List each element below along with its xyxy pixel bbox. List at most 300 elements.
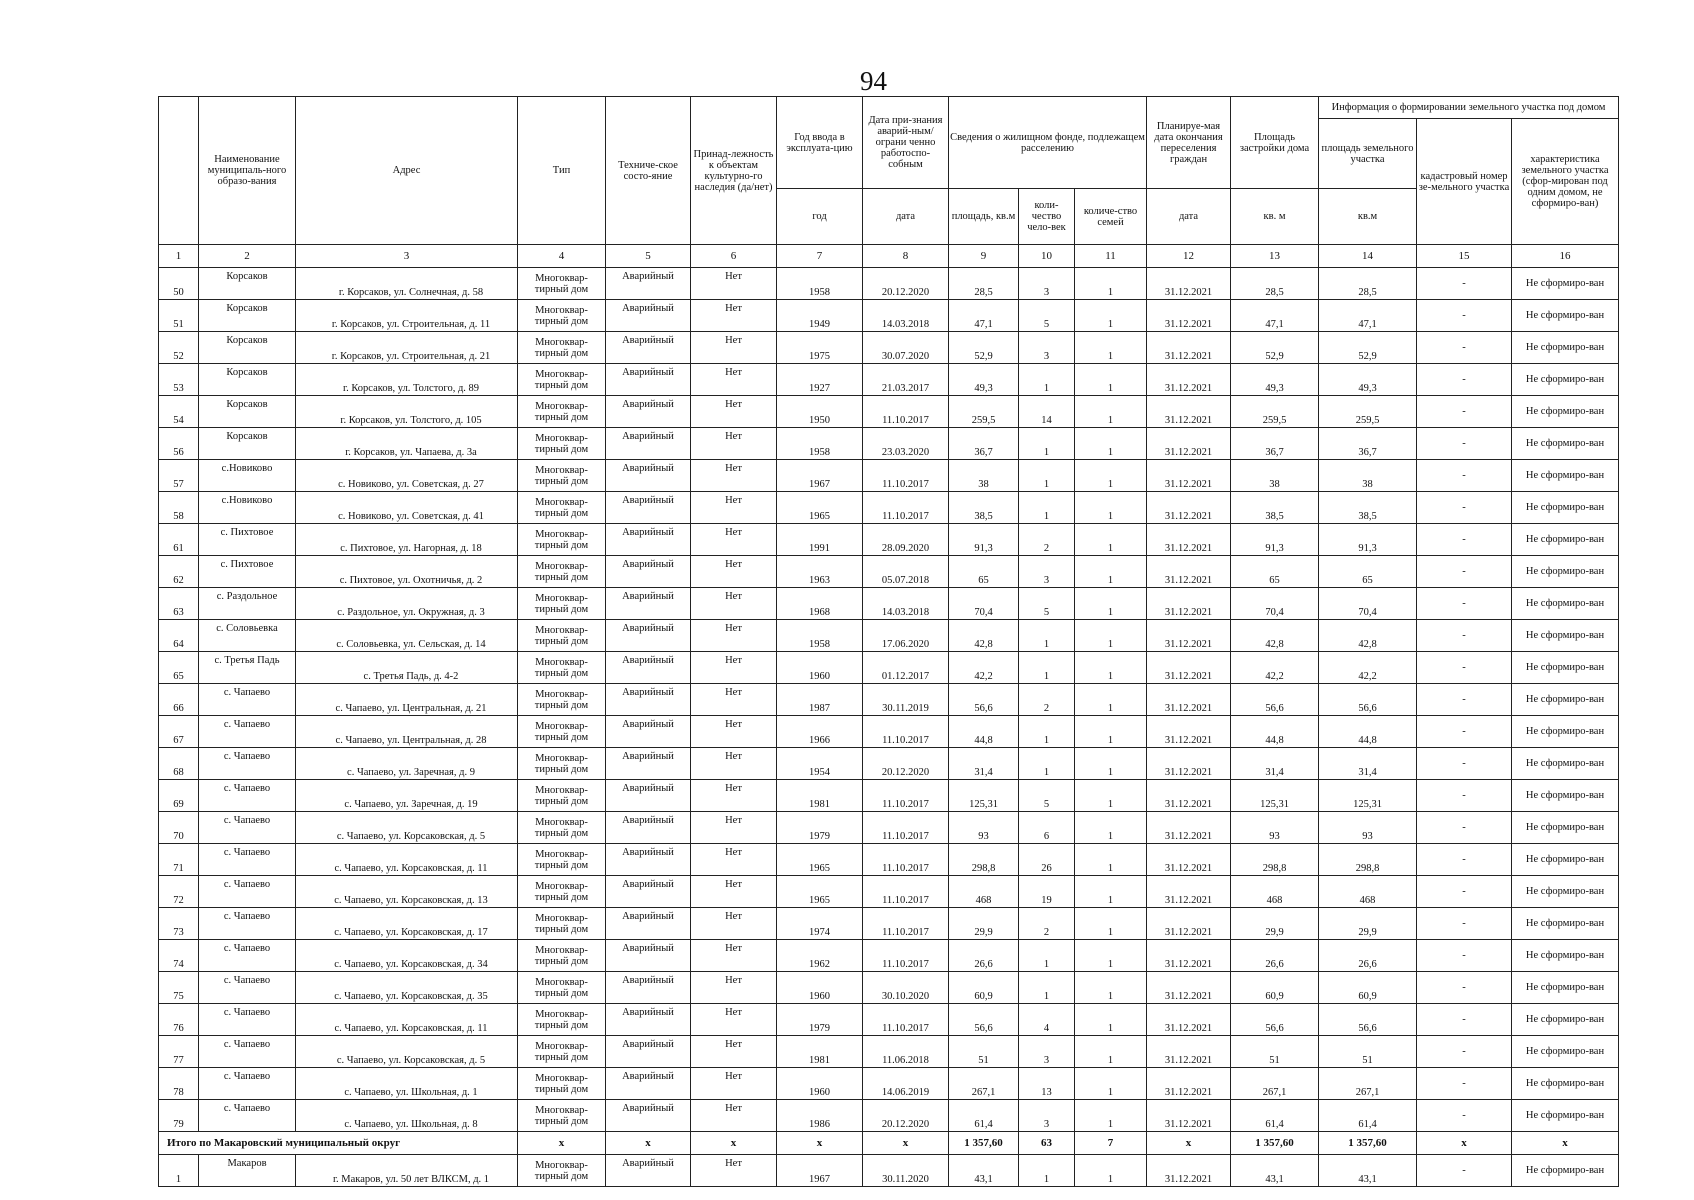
land-area-cell: 56,6 (1319, 1004, 1417, 1036)
address-cell: с. Чапаево, ул. Корсаковская, д. 5 (296, 1036, 518, 1068)
address-cell: с. Чапаево, ул. Корсаковская, д. 5 (296, 812, 518, 844)
area-cell: 36,7 (949, 428, 1019, 460)
year-cell: 1962 (777, 940, 863, 972)
build-area-cell: 56,6 (1231, 684, 1319, 716)
people-cell: 1 (1019, 1155, 1075, 1187)
type-cell: Многоквар-тирный дом (518, 620, 606, 652)
table-row (159, 300, 1619, 332)
type-cell: Многоквар-тирный дом (518, 1068, 606, 1100)
cadastral-cell: - (1417, 524, 1512, 556)
date-cell: 11.10.2017 (863, 460, 949, 492)
header-year-sub: год (777, 189, 863, 245)
municipality-cell: с. Чапаево (199, 1068, 296, 1100)
type-cell: Многоквар-тирный дом (518, 780, 606, 812)
column-number: 7 (777, 245, 863, 268)
people-cell: 13 (1019, 1068, 1075, 1100)
row-number: 56 (159, 428, 199, 460)
land-char-cell: Не сформиро-ван (1512, 524, 1619, 556)
heritage-cell: Нет (691, 1155, 777, 1187)
column-number: 10 (1019, 245, 1075, 268)
address-cell: г. Корсаков, ул. Толстого, д. 89 (296, 364, 518, 396)
heritage-cell: Нет (691, 556, 777, 588)
municipality-cell: с. Чапаево (199, 812, 296, 844)
build-area-cell: 298,8 (1231, 844, 1319, 876)
header-land-group: Информация о формировании земельного участка под домом (1319, 97, 1619, 119)
people-cell: 3 (1019, 1100, 1075, 1132)
land-area-cell: 267,1 (1319, 1068, 1417, 1100)
date-cell: 28.09.2020 (863, 524, 949, 556)
area-cell: 28,5 (949, 268, 1019, 300)
table-row (159, 844, 1619, 876)
land-area-cell: 42,2 (1319, 652, 1417, 684)
state-cell: Аварийный (606, 396, 691, 428)
planned-date-cell: 31.12.2021 (1147, 780, 1231, 812)
land-area-cell: 38,5 (1319, 492, 1417, 524)
table-row (159, 780, 1619, 812)
row-number: 77 (159, 1036, 199, 1068)
state-cell: Аварийный (606, 684, 691, 716)
heritage-cell: Нет (691, 908, 777, 940)
header-type: Тип (518, 97, 606, 245)
land-char-cell: Не сформиро-ван (1512, 812, 1619, 844)
row-number: 78 (159, 1068, 199, 1100)
heritage-cell: Нет (691, 876, 777, 908)
people-cell: 4 (1019, 1004, 1075, 1036)
area-cell: 259,5 (949, 396, 1019, 428)
municipality-cell: с.Новиково (199, 492, 296, 524)
column-number-row (159, 245, 1619, 268)
cadastral-cell: - (1417, 780, 1512, 812)
date-cell: 23.03.2020 (863, 428, 949, 460)
planned-date-cell: 31.12.2021 (1147, 588, 1231, 620)
table-row (159, 716, 1619, 748)
state-cell: Аварийный (606, 300, 691, 332)
people-cell: 14 (1019, 396, 1075, 428)
total-land-area: 1 357,60 (1319, 1132, 1417, 1155)
total-families: 7 (1075, 1132, 1147, 1155)
date-cell: 11.10.2017 (863, 396, 949, 428)
date-cell: 11.10.2017 (863, 780, 949, 812)
people-cell: 1 (1019, 364, 1075, 396)
land-char-cell: Не сформиро-ван (1512, 492, 1619, 524)
state-cell: Аварийный (606, 1100, 691, 1132)
table-row (159, 364, 1619, 396)
address-cell: с. Чапаево, ул. Корсаковская, д. 34 (296, 940, 518, 972)
land-char-cell: Не сформиро-ван (1512, 268, 1619, 300)
land-area-cell: 468 (1319, 876, 1417, 908)
families-cell: 1 (1075, 780, 1147, 812)
address-cell: с. Раздольное, ул. Окружная, д. 3 (296, 588, 518, 620)
year-cell: 1954 (777, 748, 863, 780)
land-char-cell: Не сформиро-ван (1512, 908, 1619, 940)
land-area-cell: 91,3 (1319, 524, 1417, 556)
build-area-cell: 52,9 (1231, 332, 1319, 364)
people-cell: 1 (1019, 940, 1075, 972)
date-cell: 11.10.2017 (863, 1004, 949, 1036)
column-number: 8 (863, 245, 949, 268)
header-tech-state: Техниче-ское состо-яние (606, 97, 691, 245)
municipality-cell: с. Третья Падь (199, 652, 296, 684)
column-number: 6 (691, 245, 777, 268)
state-cell: Аварийный (606, 1004, 691, 1036)
land-area-cell: 28,5 (1319, 268, 1417, 300)
land-area-cell: 125,31 (1319, 780, 1417, 812)
year-cell: 1981 (777, 780, 863, 812)
state-cell: Аварийный (606, 972, 691, 1004)
total-x: x (1147, 1132, 1231, 1155)
table-row (159, 492, 1619, 524)
land-char-cell: Не сформиро-ван (1512, 428, 1619, 460)
land-area-cell: 61,4 (1319, 1100, 1417, 1132)
heritage-cell: Нет (691, 300, 777, 332)
row-number: 51 (159, 300, 199, 332)
cadastral-cell: - (1417, 1068, 1512, 1100)
row-number: 70 (159, 812, 199, 844)
address-cell: с. Новиково, ул. Советская, д. 41 (296, 492, 518, 524)
planned-date-cell: 31.12.2021 (1147, 940, 1231, 972)
build-area-cell: 125,31 (1231, 780, 1319, 812)
build-area-cell: 38 (1231, 460, 1319, 492)
people-cell: 26 (1019, 844, 1075, 876)
families-cell: 1 (1075, 364, 1147, 396)
column-number: 12 (1147, 245, 1231, 268)
header-land-char: характеристика земельного участка (сфор-мирован под одним домом, не сформиро-ван) (1512, 119, 1619, 245)
year-cell: 1965 (777, 844, 863, 876)
land-area-cell: 259,5 (1319, 396, 1417, 428)
total-x: x (777, 1132, 863, 1155)
state-cell: Аварийный (606, 1155, 691, 1187)
build-area-cell: 60,9 (1231, 972, 1319, 1004)
table-row (159, 1100, 1619, 1132)
planned-date-cell: 31.12.2021 (1147, 652, 1231, 684)
type-cell: Многоквар-тирный дом (518, 460, 606, 492)
state-cell: Аварийный (606, 812, 691, 844)
area-cell: 26,6 (949, 940, 1019, 972)
families-cell: 1 (1075, 492, 1147, 524)
people-cell: 1 (1019, 460, 1075, 492)
cadastral-cell: - (1417, 748, 1512, 780)
land-char-cell: Не сформиро-ван (1512, 1100, 1619, 1132)
municipality-cell: с. Чапаево (199, 940, 296, 972)
year-cell: 1958 (777, 428, 863, 460)
build-area-cell: 61,4 (1231, 1100, 1319, 1132)
people-cell: 5 (1019, 780, 1075, 812)
land-char-cell: Не сформиро-ван (1512, 716, 1619, 748)
cadastral-cell: - (1417, 876, 1512, 908)
type-cell: Многоквар-тирный дом (518, 300, 606, 332)
table-row (159, 940, 1619, 972)
planned-date-cell: 31.12.2021 (1147, 812, 1231, 844)
table-body-next-district (159, 1155, 1619, 1187)
date-cell: 05.07.2018 (863, 556, 949, 588)
state-cell: Аварийный (606, 1036, 691, 1068)
land-area-cell: 298,8 (1319, 844, 1417, 876)
municipality-cell: Корсаков (199, 396, 296, 428)
planned-date-cell: 31.12.2021 (1147, 332, 1231, 364)
total-x: x (863, 1132, 949, 1155)
total-people: 63 (1019, 1132, 1075, 1155)
table-row (159, 684, 1619, 716)
column-number: 15 (1417, 245, 1512, 268)
heritage-cell: Нет (691, 1068, 777, 1100)
heritage-cell: Нет (691, 1036, 777, 1068)
type-cell: Многоквар-тирный дом (518, 844, 606, 876)
municipality-cell: с. Чапаево (199, 972, 296, 1004)
address-cell: с. Пихтовое, ул. Охотничья, д. 2 (296, 556, 518, 588)
row-number: 67 (159, 716, 199, 748)
type-cell: Многоквар-тирный дом (518, 428, 606, 460)
planned-date-cell: 31.12.2021 (1147, 396, 1231, 428)
planned-date-cell: 31.12.2021 (1147, 524, 1231, 556)
area-cell: 38,5 (949, 492, 1019, 524)
cadastral-cell: - (1417, 268, 1512, 300)
table-row (159, 556, 1619, 588)
area-cell: 56,6 (949, 684, 1019, 716)
date-cell: 20.12.2020 (863, 268, 949, 300)
people-cell: 5 (1019, 300, 1075, 332)
families-cell: 1 (1075, 940, 1147, 972)
planned-date-cell: 31.12.2021 (1147, 684, 1231, 716)
year-cell: 1960 (777, 652, 863, 684)
heritage-cell: Нет (691, 332, 777, 364)
year-cell: 1927 (777, 364, 863, 396)
cadastral-cell: - (1417, 812, 1512, 844)
build-area-cell: 259,5 (1231, 396, 1319, 428)
families-cell: 1 (1075, 524, 1147, 556)
build-area-cell: 28,5 (1231, 268, 1319, 300)
municipality-cell: с. Чапаево (199, 844, 296, 876)
land-char-cell: Не сформиро-ван (1512, 684, 1619, 716)
total-x: x (691, 1132, 777, 1155)
heritage-cell: Нет (691, 748, 777, 780)
planned-date-cell: 31.12.2021 (1147, 556, 1231, 588)
type-cell: Многоквар-тирный дом (518, 652, 606, 684)
year-cell: 1968 (777, 588, 863, 620)
families-cell: 1 (1075, 716, 1147, 748)
date-cell: 14.06.2019 (863, 1068, 949, 1100)
header-land-area: площадь земельного участка (1319, 119, 1417, 189)
type-cell: Многоквар-тирный дом (518, 492, 606, 524)
state-cell: Аварийный (606, 556, 691, 588)
cadastral-cell: - (1417, 1100, 1512, 1132)
year-cell: 1960 (777, 972, 863, 1004)
heritage-cell: Нет (691, 428, 777, 460)
municipality-cell: Корсаков (199, 428, 296, 460)
heritage-cell: Нет (691, 652, 777, 684)
build-area-cell: 47,1 (1231, 300, 1319, 332)
year-cell: 1965 (777, 876, 863, 908)
date-cell: 20.12.2020 (863, 1100, 949, 1132)
land-char-cell: Не сформиро-ван (1512, 652, 1619, 684)
municipality-cell: Корсаков (199, 332, 296, 364)
people-cell: 3 (1019, 268, 1075, 300)
land-char-cell: Не сформиро-ван (1512, 1036, 1619, 1068)
year-cell: 1979 (777, 1004, 863, 1036)
heritage-cell: Нет (691, 684, 777, 716)
total-x: x (1512, 1132, 1619, 1155)
families-cell: 1 (1075, 300, 1147, 332)
row-number: 72 (159, 876, 199, 908)
address-cell: с. Новиково, ул. Советская, д. 27 (296, 460, 518, 492)
people-cell: 2 (1019, 524, 1075, 556)
cadastral-cell: - (1417, 716, 1512, 748)
planned-date-cell: 31.12.2021 (1147, 460, 1231, 492)
row-number: 75 (159, 972, 199, 1004)
area-cell: 38 (949, 460, 1019, 492)
land-area-cell: 47,1 (1319, 300, 1417, 332)
people-cell: 19 (1019, 876, 1075, 908)
address-cell: с. Чапаево, ул. Центральная, д. 28 (296, 716, 518, 748)
address-cell: г. Корсаков, ул. Строительная, д. 21 (296, 332, 518, 364)
date-cell: 01.12.2017 (863, 652, 949, 684)
cadastral-cell: - (1417, 684, 1512, 716)
column-number: 3 (296, 245, 518, 268)
year-cell: 1967 (777, 460, 863, 492)
header-resettle-group: Сведения о жилищном фонде, подлежащем расселению (949, 97, 1147, 189)
municipality-cell: Корсаков (199, 364, 296, 396)
heritage-cell: Нет (691, 588, 777, 620)
column-number: 2 (199, 245, 296, 268)
type-cell: Многоквар-тирный дом (518, 1036, 606, 1068)
build-area-cell: 42,2 (1231, 652, 1319, 684)
area-cell: 468 (949, 876, 1019, 908)
date-cell: 30.11.2020 (863, 1155, 949, 1187)
families-cell: 1 (1075, 684, 1147, 716)
cadastral-cell: - (1417, 396, 1512, 428)
area-cell: 65 (949, 556, 1019, 588)
people-cell: 1 (1019, 716, 1075, 748)
area-cell: 42,8 (949, 620, 1019, 652)
row-number: 63 (159, 588, 199, 620)
table-row (159, 1155, 1619, 1187)
year-cell: 1958 (777, 620, 863, 652)
type-cell: Многоквар-тирный дом (518, 332, 606, 364)
state-cell: Аварийный (606, 620, 691, 652)
address-cell: с. Чапаево, ул. Корсаковская, д. 13 (296, 876, 518, 908)
cadastral-cell: - (1417, 492, 1512, 524)
header-area-sub: площадь, кв.м (949, 189, 1019, 245)
heritage-cell: Нет (691, 524, 777, 556)
date-cell: 11.10.2017 (863, 876, 949, 908)
area-cell: 267,1 (949, 1068, 1019, 1100)
row-number: 58 (159, 492, 199, 524)
people-cell: 5 (1019, 588, 1075, 620)
table-row (159, 460, 1619, 492)
planned-date-cell: 31.12.2021 (1147, 620, 1231, 652)
planned-date-cell: 31.12.2021 (1147, 300, 1231, 332)
heritage-cell: Нет (691, 940, 777, 972)
families-cell: 1 (1075, 1155, 1147, 1187)
people-cell: 1 (1019, 620, 1075, 652)
heritage-cell: Нет (691, 812, 777, 844)
planned-date-cell: 31.12.2021 (1147, 844, 1231, 876)
land-area-cell: 29,9 (1319, 908, 1417, 940)
land-char-cell: Не сформиро-ван (1512, 1068, 1619, 1100)
table-row (159, 620, 1619, 652)
address-cell: с. Чапаево, ул. Школьная, д. 1 (296, 1068, 518, 1100)
land-char-cell: Не сформиро-ван (1512, 396, 1619, 428)
header-families-sub: количе-ство семей (1075, 189, 1147, 245)
families-cell: 1 (1075, 556, 1147, 588)
date-cell: 11.06.2018 (863, 1036, 949, 1068)
cadastral-cell: - (1417, 940, 1512, 972)
cadastral-cell: - (1417, 844, 1512, 876)
families-cell: 1 (1075, 268, 1147, 300)
address-cell: с. Чапаево, ул. Центральная, д. 21 (296, 684, 518, 716)
municipality-cell: с. Чапаево (199, 780, 296, 812)
cadastral-cell: - (1417, 588, 1512, 620)
families-cell: 1 (1075, 652, 1147, 684)
families-cell: 1 (1075, 396, 1147, 428)
cadastral-cell: - (1417, 300, 1512, 332)
type-cell: Многоквар-тирный дом (518, 1004, 606, 1036)
state-cell: Аварийный (606, 524, 691, 556)
build-area-cell: 468 (1231, 876, 1319, 908)
heritage-cell: Нет (691, 716, 777, 748)
address-cell: с. Чапаево, ул. Заречная, д. 9 (296, 748, 518, 780)
heritage-cell: Нет (691, 780, 777, 812)
land-area-cell: 60,9 (1319, 972, 1417, 1004)
row-number: 52 (159, 332, 199, 364)
type-cell: Многоквар-тирный дом (518, 748, 606, 780)
state-cell: Аварийный (606, 876, 691, 908)
land-char-cell: Не сформиро-ван (1512, 972, 1619, 1004)
type-cell: Многоквар-тирный дом (518, 972, 606, 1004)
people-cell: 1 (1019, 652, 1075, 684)
planned-date-cell: 31.12.2021 (1147, 1036, 1231, 1068)
total-row (159, 1132, 1619, 1155)
land-area-cell: 52,9 (1319, 332, 1417, 364)
families-cell: 1 (1075, 1068, 1147, 1100)
row-number: 71 (159, 844, 199, 876)
cadastral-cell: - (1417, 1155, 1512, 1187)
state-cell: Аварийный (606, 748, 691, 780)
families-cell: 1 (1075, 748, 1147, 780)
table-row (159, 332, 1619, 364)
area-cell: 125,31 (949, 780, 1019, 812)
row-number: 68 (159, 748, 199, 780)
year-cell: 1991 (777, 524, 863, 556)
header-cadastral: кадастровый номер зе-мельного участка (1417, 119, 1512, 245)
land-area-cell: 36,7 (1319, 428, 1417, 460)
state-cell: Аварийный (606, 332, 691, 364)
families-cell: 1 (1075, 428, 1147, 460)
cadastral-cell: - (1417, 908, 1512, 940)
planned-date-cell: 31.12.2021 (1147, 364, 1231, 396)
land-char-cell: Не сформиро-ван (1512, 844, 1619, 876)
cadastral-cell: - (1417, 556, 1512, 588)
column-number: 9 (949, 245, 1019, 268)
land-area-cell: 31,4 (1319, 748, 1417, 780)
row-number: 74 (159, 940, 199, 972)
state-cell: Аварийный (606, 940, 691, 972)
date-cell: 17.06.2020 (863, 620, 949, 652)
year-cell: 1975 (777, 332, 863, 364)
year-cell: 1958 (777, 268, 863, 300)
state-cell: Аварийный (606, 492, 691, 524)
date-cell: 30.07.2020 (863, 332, 949, 364)
table-row (159, 1036, 1619, 1068)
area-cell: 61,4 (949, 1100, 1019, 1132)
cadastral-cell: - (1417, 460, 1512, 492)
land-char-cell: Не сформиро-ван (1512, 364, 1619, 396)
type-cell: Многоквар-тирный дом (518, 908, 606, 940)
table-row (159, 876, 1619, 908)
area-cell: 44,8 (949, 716, 1019, 748)
families-cell: 1 (1075, 908, 1147, 940)
area-cell: 31,4 (949, 748, 1019, 780)
families-cell: 1 (1075, 1004, 1147, 1036)
